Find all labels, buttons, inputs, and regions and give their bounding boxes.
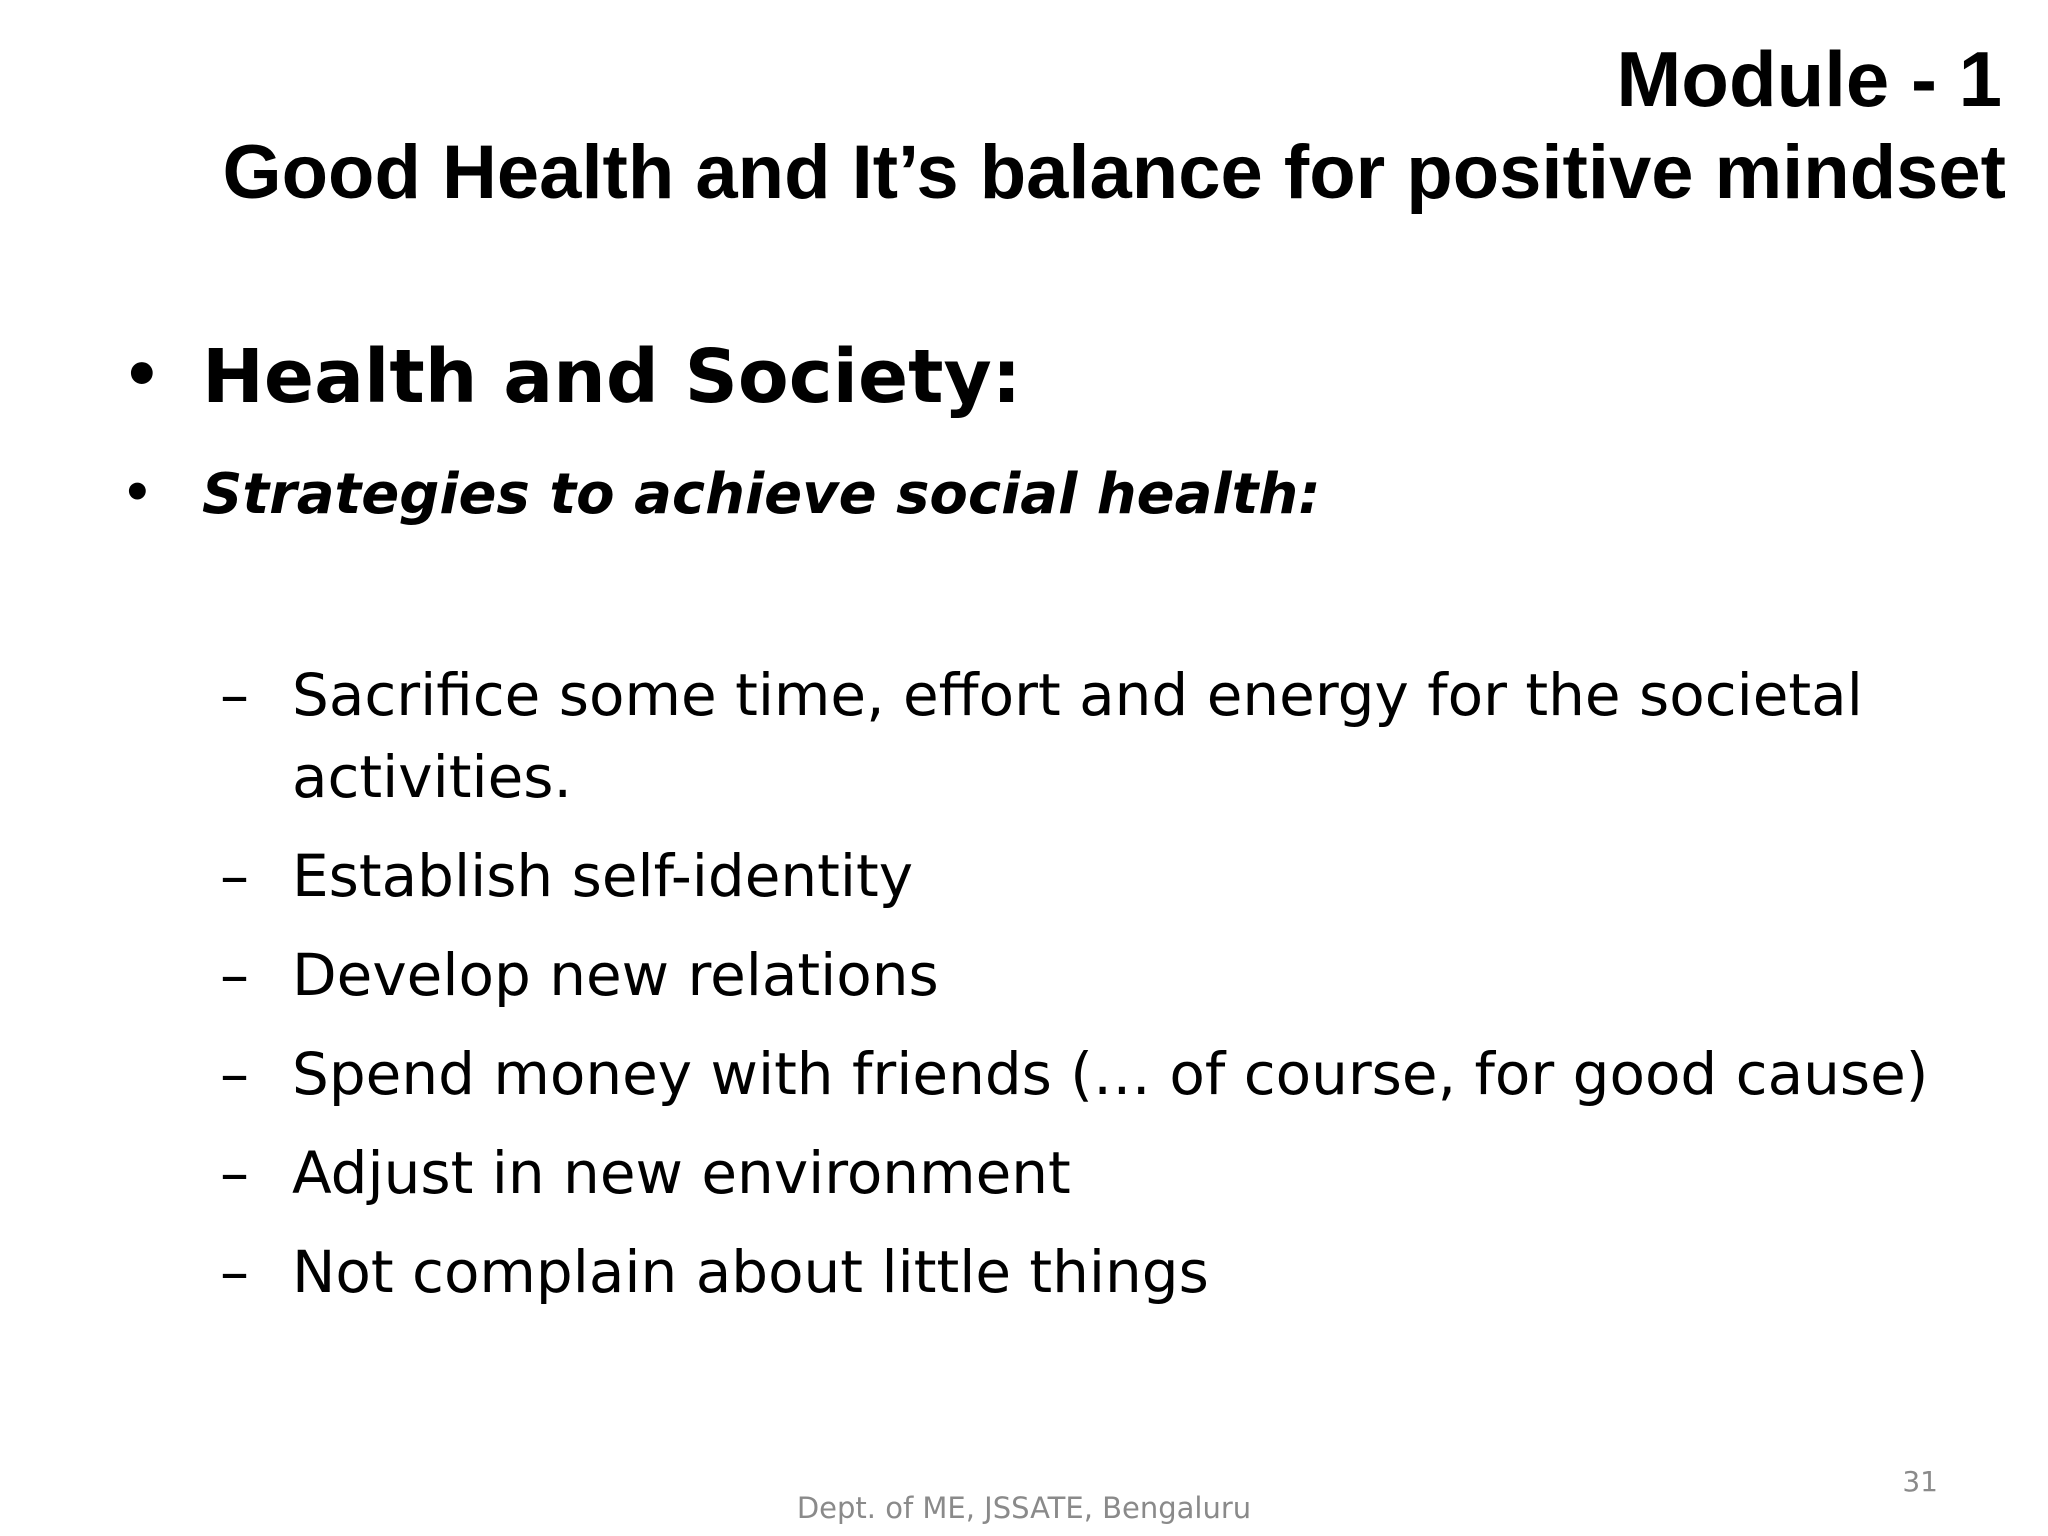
bullet-icon: • bbox=[122, 338, 162, 411]
list-item bbox=[220, 1132, 1940, 1214]
list-item bbox=[220, 835, 1940, 917]
dash-icon: – bbox=[220, 661, 249, 729]
page-number: 31 bbox=[1902, 1465, 1938, 1498]
dash-icon: – bbox=[220, 941, 249, 1009]
slide-footer: Dept. of ME, JSSATE, Bengaluru bbox=[796, 1491, 1252, 1525]
dash-icon: – bbox=[220, 842, 249, 910]
list-item-text: Not complain about little things bbox=[292, 1238, 1209, 1306]
section-heading bbox=[122, 330, 1021, 422]
subheading-text: Strategies to achieve social health: bbox=[202, 462, 1321, 527]
heading-text: Health and Society: bbox=[202, 334, 1022, 420]
slide-title: Good Health and It’s balance for positive mindset bbox=[222, 130, 2006, 215]
list-item bbox=[220, 934, 1940, 1016]
list-item-text: Adjust in new environment bbox=[292, 1139, 1071, 1207]
subheading bbox=[122, 458, 1321, 530]
list-item-text: Spend money with friends (… of course, for good cause) bbox=[292, 1040, 1929, 1108]
list-item-text: Sacrifice some time, effort and energy for the societal activities. bbox=[292, 661, 1863, 811]
list-item bbox=[220, 1033, 1940, 1115]
list-item-text: Establish self-identity bbox=[292, 842, 914, 910]
dash-icon: – bbox=[220, 1238, 249, 1306]
dash-icon: – bbox=[220, 1040, 249, 1108]
list-item-text: Develop new relations bbox=[292, 941, 939, 1009]
bullet-icon: • bbox=[122, 465, 153, 521]
module-title: Module - 1 bbox=[1616, 35, 2002, 123]
list-item bbox=[220, 654, 1940, 818]
strategy-list bbox=[220, 654, 1940, 1330]
dash-icon: – bbox=[220, 1139, 249, 1207]
list-item bbox=[220, 1231, 1940, 1313]
